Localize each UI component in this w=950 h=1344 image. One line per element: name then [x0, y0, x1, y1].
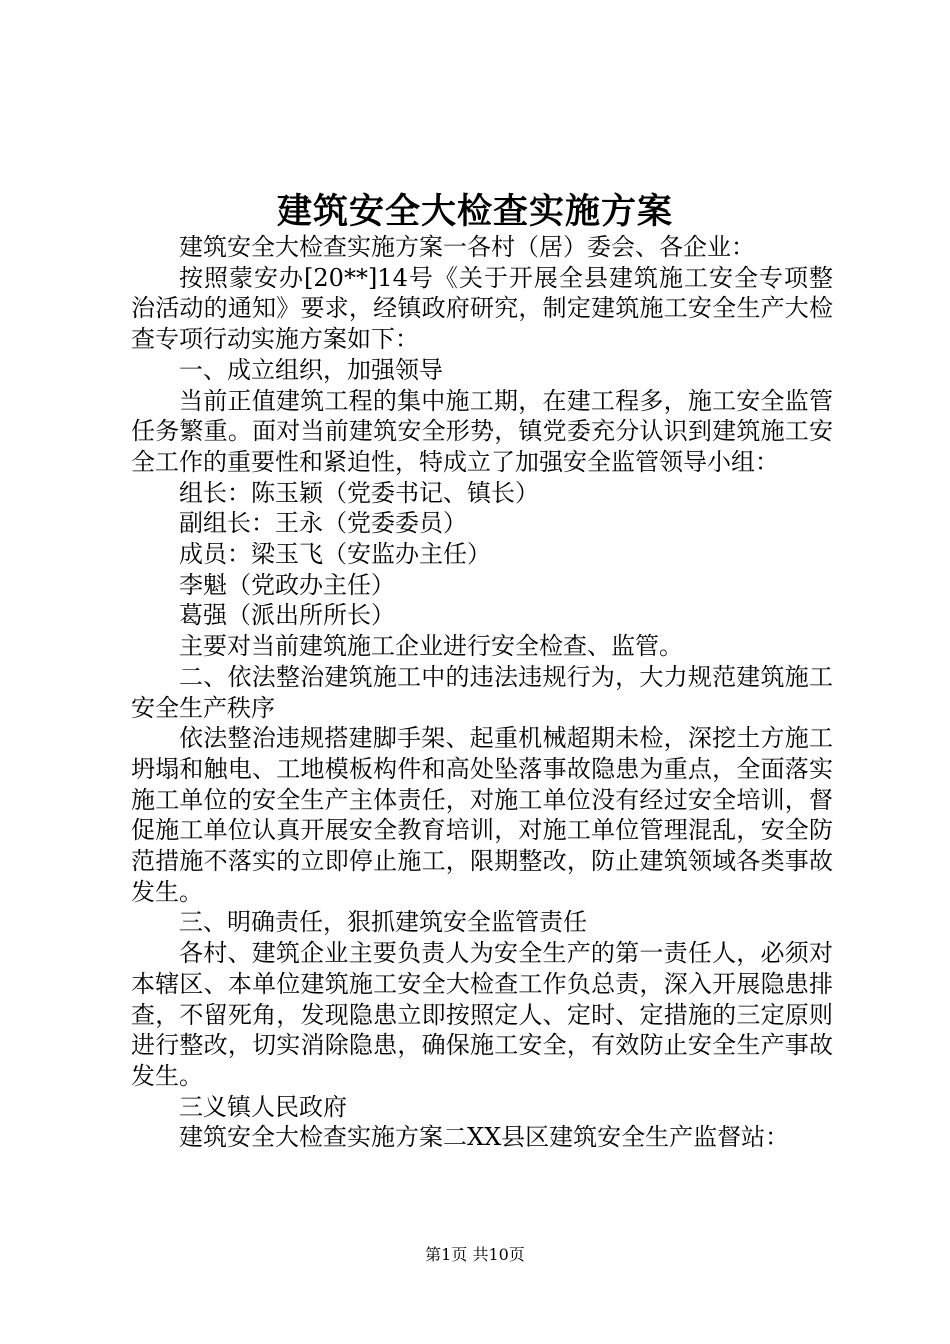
- member-3: 葛强（派出所所长）: [179, 601, 395, 630]
- paragraph-section-1: 当前正值建筑工程的集中施工期，在建工程多，施工安全监管任务繁重。面对当前建筑安全形势，镇党委充分认识到建筑施工安全工作的重要性和紧迫性，特成立了加强安全监管领导小组：: [131, 386, 833, 476]
- signature-organization: 三义镇人民政府: [179, 1092, 347, 1121]
- paragraph-duty: 主要对当前建筑施工企业进行安全检查、监管。: [179, 632, 683, 661]
- paragraph-section-3: 各村、建筑企业主要负责人为安全生产的第一责任人，必须对本辖区、本单位建筑施工安全大检查工作负总责，深入开展隐患排查，不留死角，发现隐患立即按照定人、定时、定措施的三定原则进行整改，切实消除隐患，确保施工安全，有效防止安全生产事故发生。: [131, 939, 833, 1090]
- member-1: 成员：梁玉飞（安监办主任）: [179, 540, 491, 569]
- paragraph-section-2: 依法整治违规搭建脚手架、起重机械超期未检，深挖土方施工坍塌和触电、工地模板构件和高处坠落事故隐患为重点，全面落实施工单位的安全生产主体责任，对施工单位没有经过安全培训，督促施工单位认真开展安全教育培训，对施工单位管理混乱，安全防范措施不落实的立即停止施工，限期整改，防止建筑领域各类事故发生。: [131, 724, 833, 906]
- document-body: [131, 232, 833, 1153]
- page-number-footer: 第1页 共10页: [425, 1245, 525, 1264]
- section-heading-3: 三、明确责任，狠抓建筑安全监管责任: [179, 908, 587, 937]
- member-deputy-leader: 副组长：王永（党委委员）: [179, 509, 467, 538]
- paragraph-salutation: 建筑安全大检查实施方案一各村（居）委会、各企业：: [179, 233, 755, 261]
- member-2: 李魁（党政办主任）: [179, 570, 395, 599]
- paragraph-intro: 按照蒙安办[20**]14号《关于开展全县建筑施工安全专项整治活动的通知》要求，经镇政府研究，制定建筑施工安全生产大检查专项行动实施方案如下：: [131, 263, 833, 354]
- section-heading-1: 一、成立组织，加强领导: [179, 355, 443, 384]
- member-leader: 组长：陈玉颖（党委书记、镇长）: [179, 478, 539, 507]
- document-title: 建筑安全大检查实施方案: [276, 191, 673, 232]
- paragraph-plan-two: 建筑安全大检查实施方案二XX县区建筑安全生产监督站：: [179, 1123, 790, 1152]
- section-heading-2: 二、依法整治建筑施工中的违法违规行为，大力规范建筑施工安全生产秩序: [131, 662, 833, 722]
